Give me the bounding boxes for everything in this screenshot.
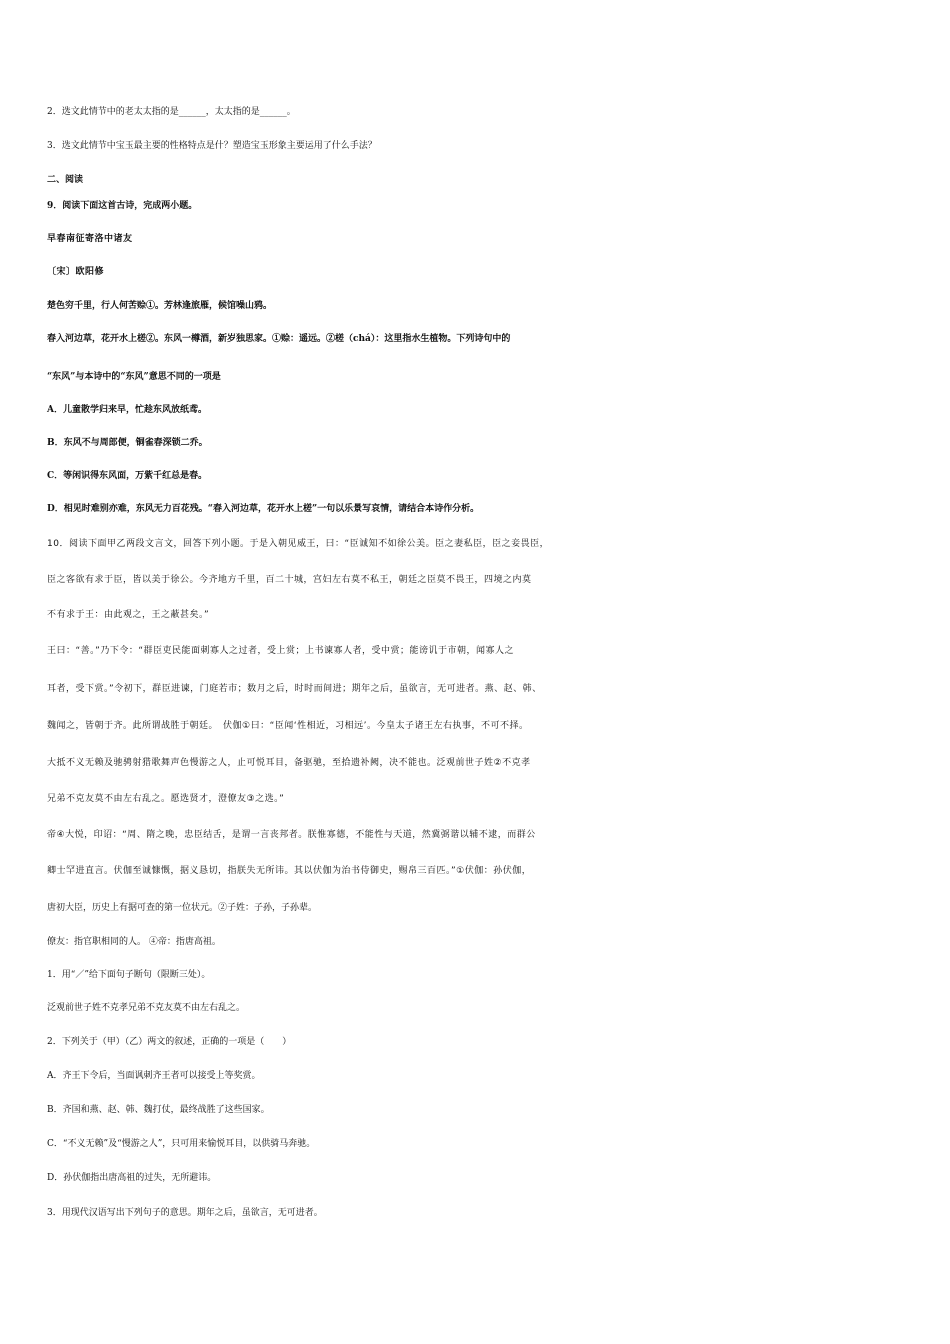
option-9-d-and-question-9-2: D．相见时难别亦难，东风无力百花残。“春入河边草，花开水上槎”一句以乐景写哀情，请结合本诗作分析。 — [47, 504, 480, 514]
option-9-b: B．东风不与周郎便，铜雀春深锁二乔。 — [47, 438, 208, 448]
option-9-c: C．等闲识得东风面，万紫千红总是春。 — [47, 471, 208, 481]
question-10-passage-line-5: 耳者，受下赏。”令初下，群臣进谏，门庭若市；数月之后，时时而间进；期年之后，虽欲言，无可进者。燕、赵、韩、 — [47, 684, 542, 694]
option-10-a: A．齐王下令后，当面讽刺齐王者可以接受上等奖赏。 — [47, 1071, 261, 1081]
question-10-2-stem: 2．下列关于（甲）（乙）两文的叙述，正确的一项是（ ） — [47, 1037, 292, 1047]
poem-line-1: 楚色穷千里，行人何苦赊①。芳林逢旅雁，候馆噪山鸦。 — [47, 301, 273, 311]
question-10-passage-line-10: 卿士罕进直言。伏伽至诚慷慨，据义恳切，指朕失无所讳。其以伏伽为治书侍御史，赐帛三百匹。”①伏伽：孙伏伽， — [47, 866, 532, 876]
question-10-3-stem: 3．用现代汉语写出下列句子的意思。期年之后，虽欲言，无可进者。 — [47, 1208, 323, 1218]
question-10-note-2: 僚友：指官职相同的人。 ④帝：指唐高祖。 — [47, 937, 221, 947]
question-10-passage-line-4: 王曰：“善。”乃下令：“群臣吏民能面刺寡人之过者，受上赏；上书谏寡人者，受中赏；能谤讥于市朝，闻寡人之 — [47, 646, 514, 656]
question-10-passage-line-1: 10．阅读下面甲乙两段文言文，回答下列小题。于是入朝见威王，曰：“臣诚知不如徐公美。臣之妻私臣，臣之妾畏臣， — [47, 539, 550, 549]
question-10-passage-line-2: 臣之客欲有求于臣，皆以美于徐公。今齐地方千里，百二十城，宫妇左右莫不私王，朝廷之臣莫不畏王，四境之内莫 — [47, 575, 532, 585]
poem-author: 〔宋〕欧阳修 — [47, 267, 105, 277]
option-10-d: D．孙伏伽指出唐高祖的过失，无所避讳。 — [47, 1173, 217, 1183]
question-8-2: 2．选文此情节中的老太太指的是______，太太指的是______。 — [47, 107, 296, 117]
question-8-3: 3．选文此情节中宝玉最主要的性格特点是什？塑造宝玉形象主要运用了什么手法？ — [47, 141, 377, 151]
question-10-passage-line-6: 魏闻之，皆朝于齐。此所谓战胜于朝廷。 伏伽①曰：“臣闻‘性相近，习相远’。今皇太子诸王左右执事，不可不择。 — [47, 721, 529, 731]
section-heading-reading: 二、阅读 — [47, 175, 84, 185]
poem-line-2-and-notes: 春入河边草，花开水上槎②。东风一樽酒，新岁独思家。①赊：遥远。②槎（chá）：这里指水生植物。下列诗句中的 — [47, 334, 511, 344]
option-10-c: C．“不义无赖”及“慢游之人”，只可用来愉悦耳目，以供骑马奔驰。 — [47, 1139, 316, 1149]
option-9-a: A．儿童散学归来早，忙趁东风放纸鸢。 — [47, 405, 207, 415]
poem-title: 早春南征寄洛中诸友 — [47, 234, 133, 244]
option-10-b: B．齐国和燕、赵、韩、魏打仗，最终战胜了这些国家。 — [47, 1105, 270, 1115]
question-10-passage-line-8: 兄弟不克友莫不由左右乱之。愿选贤才，澄僚友③之选。” — [47, 794, 285, 804]
question-10-passage-line-9: 帝④大悦，印诏：“周、隋之晚，忠臣结舌，是谓一言丧邦者。朕惟寡德，不能性与天道，然冀弼谐以辅不逮，而群公 — [47, 830, 536, 840]
question-10-1-stem: 1．用“／”给下面句子断句（限断三处）。 — [47, 970, 211, 980]
question-10-passage-line-7: 大抵不义无赖及驰骋射猎歌舞声色慢游之人，止可悦耳目，备驱驰，至拾遗补阙，决不能也。泛观前世子姓②不克孝 — [47, 758, 531, 768]
question-9-1-stem: “东风”与本诗中的“东风”意思不同的一项是 — [47, 372, 221, 382]
question-10-passage-line-3: 不有求于王：由此观之，王之蔽甚矣。” — [47, 610, 210, 620]
question-10-note-1: 唐初大臣，历史上有据可查的第一位状元。②子姓：子孙，子孙辈。 — [47, 903, 318, 913]
question-9-prompt: 9．阅读下面这首古诗，完成两小题。 — [47, 201, 198, 211]
question-10-1-sentence: 泛观前世子姓不克孝兄弟不克友莫不由左右乱之。 — [47, 1003, 246, 1013]
